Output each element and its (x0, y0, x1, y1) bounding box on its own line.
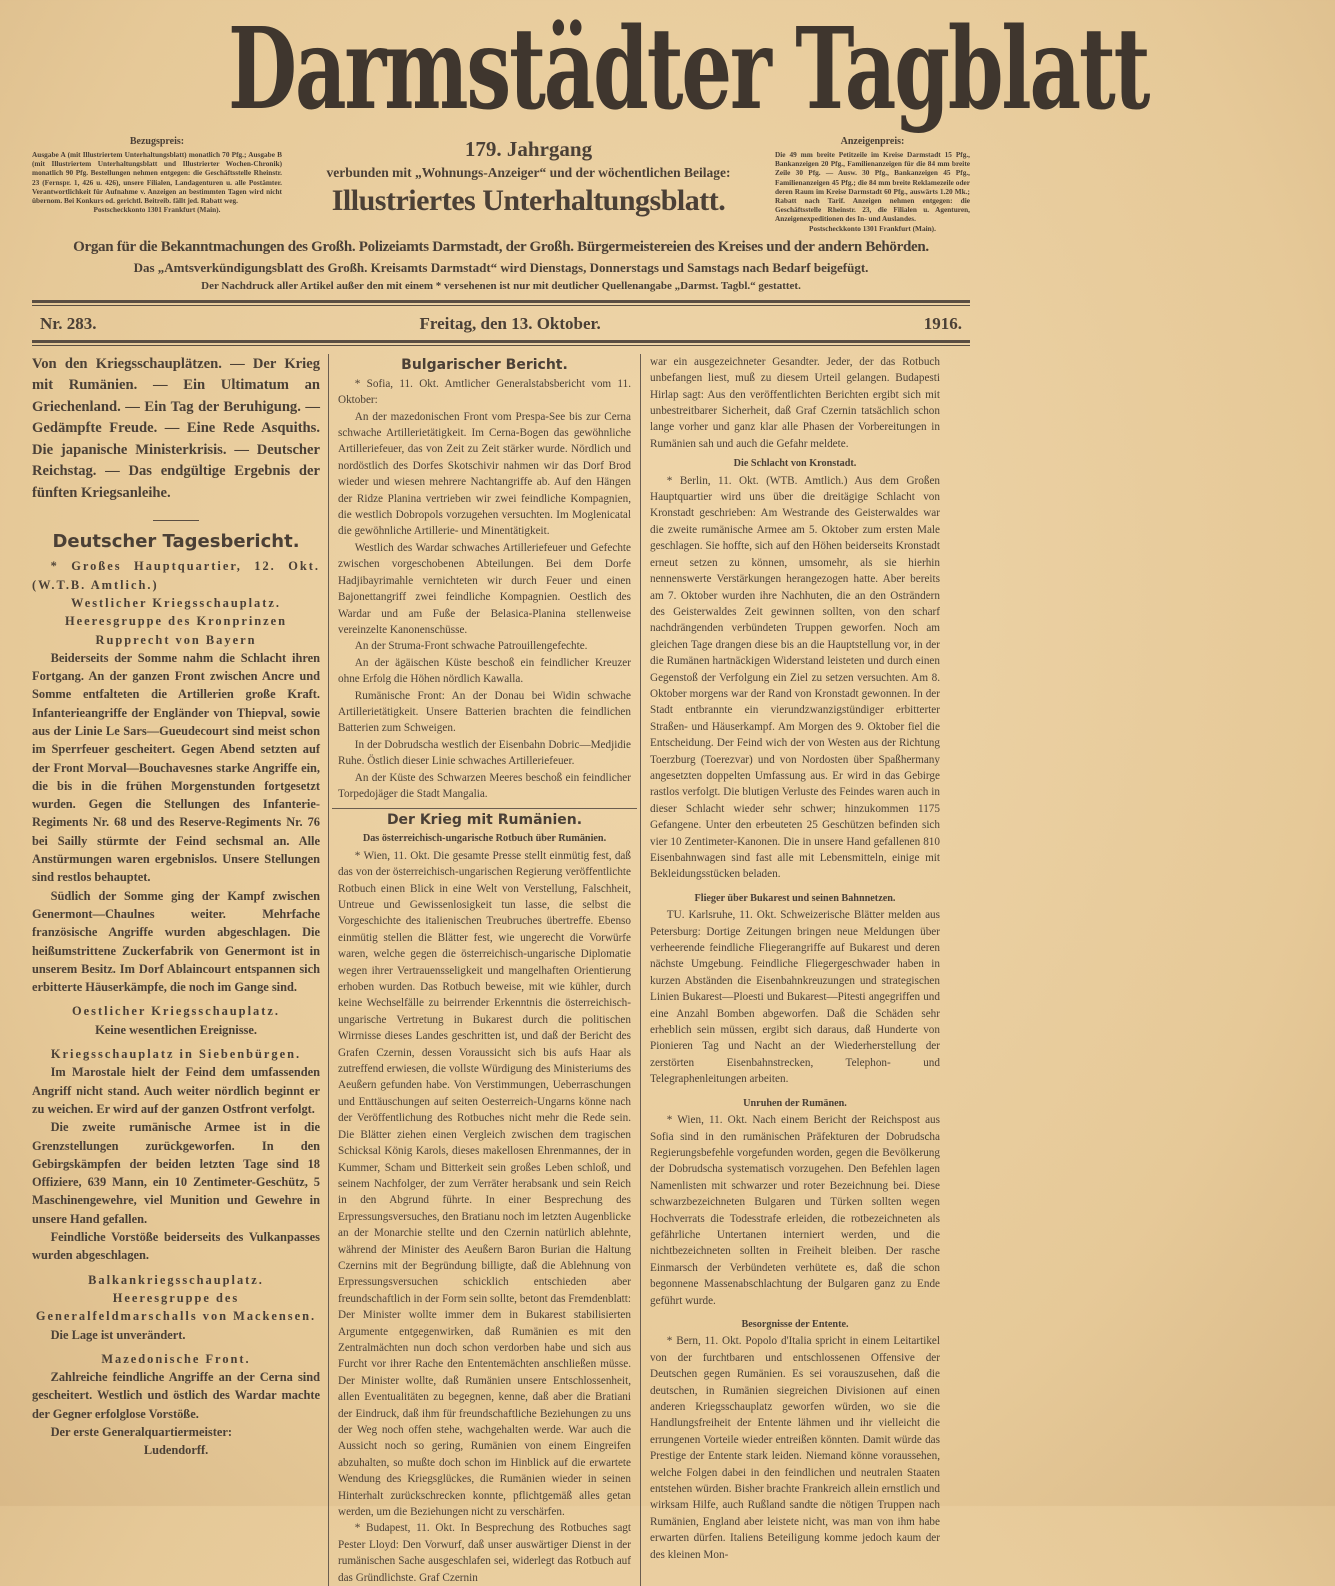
signature: Der erste Generalquartiermeister: (50, 1424, 233, 1439)
issue-number: Nr. 283. (40, 313, 97, 333)
article-heading: Deutscher Tagesbericht. (52, 531, 300, 553)
paragraph: Zahlreiche feindliche Angriffe an der Cerna sind gescheitert. Westlich und östlich des Wardar machte der Gegner erfolglose Vorstöße. (32, 1370, 320, 1421)
advertising-price-footer: Postscheckkonto 1301 Frankfurt (Main). (809, 223, 936, 233)
reprint-notice: Der Nachdruck aller Artikel außer den mit einem * versehenen ist nur mit deutlicher Quellenangabe „Darmst. Tagbl.“ gestattet. (201, 279, 801, 292)
newspaper-masthead: Darmstädter Tagblatt (228, 4, 1149, 135)
official-gazette-line: Das „Amtsverkündigungsblatt des Großh. Kreisamts Darmstadt“ wird Dienstags, Donnerstags und Samstags nach Bedarf beigefügt. (133, 259, 869, 275)
paragraph: Westlich des Wardar schwaches Artilleriefeuer und Gefechte zwischen vorgeschobenen Abteilungen. Bei dem Dorfe Hadjibayrimahle vernichteten wir durch Feuer und einen Bajonettangriff zwei feindliche Kompagnien. Oestlich des Wardar und am Fuße der Belasica-Planina stellenweise vereinzelte Kanonenschüsse. (338, 541, 631, 636)
section-heading: Kriegsschauplatz in Siebenbürgen. (50, 1047, 302, 1062)
paragraph: In der Dobrudscha westlich der Eisenbahn Dobric—Medjidie Ruhe. Östlich dieser Linie schwaches Artilleriefeuer. (338, 738, 631, 768)
header-center (292, 136, 765, 219)
article-heading: Der Krieg mit Rumänien. (386, 812, 583, 829)
article-subheading: Die Schlacht von Kronstadt. (733, 458, 857, 470)
dateline: * Großes Hauptquartier, 12. Okt. (W.T.B. Amtlich.) (32, 559, 320, 592)
paragraph: * Bern, 11. Okt. Popolo d'Italia spricht in einem Leitartikel von der furchtbaren und entschlossenen Offensive der Deutschen gegen Rumänien. Es sei vorauszusehen, daß die deutschen, in Rumänien siegreichen Divisionen auf einen anderen Kriegsschauplatz geworfen würden, wo sie die Handlungsfreiheit der Entente lähmen und ihr vielleicht die errungenen Vorteile wieder entreißen könnten. Damit würde das Prestige der Entente stark leiden. Niemand könne voraussehen, welche Folgen dabei in den feindlichen und neutralen Staaten entstehen würden. Bisher brachte Frankreich allein ernstlich und wirksam Hilfe, auch Rußland sandte die nötigen Truppen nach Rumänien, England aber leistete nicht, was man von ihm habe erwarten dürfen. Italiens Beteiligung komme jedoch kaum der des kleinen Mon- (650, 1335, 940, 1561)
paragraph: * Budapest, 11. Okt. In Besprechung des Rotbuches sagt Pester Lloyd: Den Vorwurf, daß unser auswärtiger Dienst in der rumänischen Sache ausgeschlafen sei, widerlegt das Rotbuch auf das Gründlichste. Graf Czernin (338, 1522, 631, 1584)
column-left (32, 354, 328, 1460)
volume-number: 179. Jahrgang (464, 137, 593, 161)
paragraph: Keine wesentlichen Ereignisse. (95, 1022, 257, 1037)
section-heading: Westlicher Kriegsschauplatz. (71, 595, 281, 610)
paragraph: * Wien, 11. Okt. Nach einem Bericht der Reichspost aus Sofia sind in den rumänischen Präfekturen der Dobrudscha Regierungsbefehle vorgefunden worden, gegen die Bevölkerung der Dobrudscha systematisch vorzugehen. Den Befehlen lagen Namenlisten mit schwarzer und roter Bezeichnung bei. Diese schwarzbezeichneten Bulgaren und Türken sollten wegen Hochverrats die Todesstrafe erleiden, die rotbezeichneten als gefährliche Untertanen interniert werden, und die nichtbezeichneten sollten in Freiheit bleiben. Der rasche Einmarsch der Verbündeten verhütete es, daß die schon begonnene Massenabschlachtung der Bulgaren ganz zu Ende geführt wurde. (650, 1114, 940, 1307)
paragraph: An der ägäischen Küste beschoß ein feindlicher Kreuzer ohne Erfolg die Höhen nördlich Kawalla. (338, 656, 631, 686)
section-heading: Balkankriegsschauplatz. (88, 1272, 264, 1287)
paragraph: TU. Karlsruhe, 11. Okt. Schweizerische Blätter melden aus Petersburg: Dortige Zeitungen bringen neue Meldungen über verheerende feindliche Fliegerangriffe auf Bukarest und deren nächste Umgebung. Feindliche Fliegergeschwader haben in kurzen Abständen die Eisenbahnkreuzungen und strategischen Linien Bukarest—Ploesti und Bukarest—Pitesti angegriffen und eine Anzahl Bomben abgeworfen. Daß die Schäden sehr erheblich sein müssen, ergibt sich daraus, daß Hunderte von Pionieren Tag und Nacht an der Wiederherstellung der zerstörten Eisenbahnstrecken, Telephon- und Telegraphenleitungen arbeiten. (650, 909, 940, 1086)
paragraph: Die Lage ist unverändert. (50, 1327, 186, 1342)
advertising-price-text: Die 49 mm breite Petitzeile im Kreise Darmstadt 15 Pfg., Bankanzeigen 20 Pfg., Familienanzeigen für die 84 mm breite Zeile 30 Pfg. — Ausw. 30 Pfg., Bankanzeigen 45 Pfg., Familienanzeigen 45 Pfg.; die 84 mm breite Reklamezeile oder deren Raum im Kreise Darmstadt 60 Pfg., auswärts 1.20 Mk.; Rabatt nach Tarif. Anzeigen nehmen entgegen: die Geschäftsstelle Rheinstr. 23, die Filialen u. Agenturen, Anzeigenexpeditionen des In- und Auslandes. (775, 150, 970, 224)
article-subheading: Unruhen der Rumänen. (743, 1097, 847, 1109)
paragraph: Südlich der Somme ging der Kampf zwischen Genermont—Chaulnes weiter. Mehrfache französische Angriffe wurden abgeschlagen. Die heißumstrittene Zuckerfabrik von Genermont ist in unserem Besitz. Im Dorf Ablaincourt entspannen sich erbitterte Häuserkämpfe, die noch im Gange sind. (32, 888, 320, 995)
paragraph: Beiderseits der Somme nahm die Schlacht ihren Fortgang. An der ganzen Front zwischen Ancre und Somme entfalteten die Artillerien große Kraft. Infanterieangriffe der Engländer von Thiepval, sowie aus der Linie Le Sars—Gueudecourt sind meist schon im Sperrfeuer gescheitert. Gegen Abend setzten auf der Front Morval—Bouchavesnes starke Angriffe ein, die bis in die frühen Morgenstunden fortgesetzt wurden. Gegen die Stellungen des Infanterie-Regiments Nr. 68 und des Reserve-Regiments Nr. 76 bei Sailly stürmte der Feind sechsmal an. Alle Anstürmungen waren ergebnislos. Unsere Stellungen sind restlos behauptet. (32, 650, 320, 885)
paragraph: Im Marostale hielt der Feind dem umfassenden Angriff nicht stand. Auch weiter nördlich beginnt er zu weichen. Er wird auf der ganzen Ostfront verfolgt. (32, 1065, 320, 1116)
contents-summary: Von den Kriegsschauplätzen. — Der Krieg mit Rumänien. — Ein Ultimatum an Griechenland. — Ein Tag der Beruhigung. — Gedämpfte Freude. — Eine Rede Asquiths. Die japanische Ministerkrisis. — Deutscher Reichstag. — Das endgültige Ergebnis der fünften Kriegsanleihe. (32, 355, 320, 501)
section-heading: Oestlicher Kriegsschauplatz. (72, 1004, 280, 1019)
supplement-title: Illustriertes Unterhaltungsblatt. (331, 184, 726, 217)
divider (32, 340, 970, 346)
paragraph: Die zweite rumänische Armee ist in die Grenzstellungen zurückgeworfen. In den Gebirgskämpfen der beiden letzten Tage sind 18 Offiziere, 639 Mann, ein 10 Zentimeter-Geschütz, 5 Maschinengewehre, viel Munition und Gewehre in unsere Hand gefallen. (32, 1120, 320, 1226)
paragraph: war ein ausgezeichneter Gesandter. Jeder, der das Rotbuch unbefangen liest, muß zu diesem Urteil gelangen. Budapesti Hirlap sagt: Aus den veröffentlichten Berichten ergibt sich mit unbestreitbarer Sicherheit, daß Graf Czernin tatsächlich schon lange vorher und ganz klar alle Phasen der Vorbereitungen in Rumänien sah und auch die Gefahr meldete. (650, 355, 940, 450)
advertising-price-box (775, 136, 970, 233)
paragraph: An der mazedonischen Front vom Prespa-See bis zur Cerna schwache Artillerietätigkeit. Im Cerna-Bogen das gewöhnliche Artilleriefeuer, das von Zeit zu Zeit stärker wurde. Nördlich und nordöstlich des Dorfes Skotschivir nahmen wir das Dorf Brod wieder und wiesen mehrere Nachtangriffe ab. Auf den Hängen der Ridze Planina vertrieben wir zwei feindliche Kompagnien, die westlich Dobropols vorzugehen versuchten. Im Moglenicatal die gewöhnliche Artillerie- und Minentätigkeit. (338, 410, 631, 538)
article-heading: Bulgarischer Bericht. (401, 356, 568, 373)
divider (153, 520, 199, 521)
section-heading: Mazedonische Front. (101, 1351, 251, 1366)
header-row (32, 136, 970, 233)
subscription-price-title: Bezugspreis: (129, 136, 185, 147)
column-middle (328, 354, 641, 1586)
supplement-note: verbunden mit „Wohnungs-Anzeiger“ und der wöchentlichen Beilage: (326, 165, 731, 180)
subscription-price-footer: Postscheckkonto 1301 Frankfurt (Main). (93, 205, 221, 215)
paragraph: Feindliche Vorstöße beiderseits des Vulkanpasses wurden abgeschlagen. (32, 1230, 320, 1263)
column-right (641, 354, 940, 1563)
paragraph: An der Küste des Schwarzen Meeres beschoß ein feindlicher Torpedojäger die Stadt Mangalia. (338, 771, 631, 800)
subscription-price-box (32, 136, 282, 214)
paragraph: An der Struma-Front schwache Patrouillengefechte. (354, 640, 588, 653)
masthead-area (41, 4, 1149, 135)
section-heading: Heeresgruppe des Generalfeldmarschalls von Mackensen. (35, 1290, 317, 1324)
paragraph: * Sofia, 11. Okt. Amtlicher Generalstabsbericht vom 11. Oktober: (338, 377, 631, 407)
columns (32, 354, 970, 1586)
article-subheading: Besorgnisse der Entente. (741, 1318, 849, 1330)
paragraph: * Berlin, 11. Okt. (WTB. Amtlich.) Aus dem Großen Hauptquartier wird uns über die dreitägige Schlacht von Kronstadt geschrieben: Am Westrande des Geisterwaldes war die zweite rumänische Armee am 5. Oktober zum ersten Male geschlagen. Sie hoffte, sich auf den Höhen beiderseits Kronstadt erneut setzen zu können, umsomehr, als sie hierhin nennenswerte Verstärkungen herangezogen hatte. Aber bereits am 7. Oktober wurden ihre Nachhuten, die an den Osträndern des Geisterwaldes Zeit gewinnen sollten, von den scharf nachdrängenden verbündeten Truppen geworfen. Noch am gleichen Tage drangen diese bis an die Hauptstellung vor, in der die Rumänen hartnäckigen Widerstand leisteten und durch einen Gegenstoß der Verfolgung ein Ziel zu setzen versuchten. Am 8. Oktober morgens war der Rand von Kronstadt gewonnen. In der Stadt entbrannte ein vierundzwanzigstündiger erbitterter Straßen- und Häuserkampf. Am Morgen des 9. Oktober fiel die Entscheidung. Der Feind wich der von Westen aus der Richtung Toerzburg (Toerezvar) und von Nordosten über Spaßhermany angesetzten doppelten Umfassung aus. Er wird in das Gebirge rastlos verfolgt. Die blutigen Verluste des Feindes waren auch in dieser Schlacht wieder sehr schwer; hinzukommen 1175 Gefangene. Unter den erbeuteten 25 Geschützen befinden sich vier 10 Zentimeter-Kanonen. Die in unsere Hand gefallenen 810 Eisenbahnwagen sind fast alle mit Lebensmitteln, einige mit Bekleidungsstücken beladen. (650, 474, 940, 881)
signature-name: Ludendorff. (143, 1443, 209, 1458)
issue-line (32, 306, 970, 340)
advertising-price-title: Anzeigenpreis: (840, 136, 905, 147)
issue-date: Freitag, den 13. Oktober. (419, 313, 601, 333)
subscription-price-text: Ausgabe A (mit Illustriertem Unterhaltungsblatt) monatlich 70 Pfg.; Ausgabe B (mit Illustriertem Unterhaltungsblatt und Illustrierter Wochen-Chronik) monatlich 90 Pfg. Bestellungen nehmen entgegen: die Geschäftsstelle Rheinstr. 23 (Fernspr. 1, 426 u. 426), unsere Filialen, Landagenturen u. alle Postämter. Verantwortlichkeit für Aufnahme v. Anzeigen an bestimmten Tagen wird nicht übernom. Bei Konkurs od. gerichtl. Beitreib. fällt jed. Rabatt weg. (32, 150, 282, 206)
article-subheading: Flieger über Bukarest und seinen Bahnnetzen. (694, 892, 896, 904)
article-subheading: Das österreichisch-ungarische Rotbuch über Rumänien. (362, 833, 607, 845)
paragraph: Rumänische Front: An der Donau bei Widin schwache Artillerietätigkeit. Unsere Batterien brachten die feindlichen Batterien zum Schweigen. (338, 689, 631, 735)
paragraph: * Wien, 11. Okt. Die gesamte Presse stellt einmütig fest, daß das von der österreichisch-ungarischen Regierung veröffentlichte Rotbuch einen Blick in eine Welt von Verstellung, Falschheit, Untreue und Gewissenlosigkeit tun lasse, die selbst die Vorgeschichte des italienischen Treubruches übertreffe. Ebenso einmütig stellen die Blätter fest, wie ungerecht die Vorwürfe waren, welche gegen die österreichisch-ungarische Diplomatie wegen ihrer Vertrauensseligkeit und mangelhaften Orientierung erhoben wurden. Das Rotbuch beweise, mit wie kühler, durch keine Wechselfälle zu beirrender Erkenntnis die österreichisch-ungarische Vertretung in Bukarest durch die politischen Wirrnisse dieses Landes geschritten ist, und daß der Bericht des Grafen Czernin, dessen Voraussicht sich bis aufs Haar als zutreffend erwiesen, die vollste Würdigung des Ministeriums des Aeußern gefunden habe. Von Verstimmungen, Ueberraschungen und Enttäuschungen auf seiten Oesterreich-Ungarns könne nach der Veröffentlichung des Rotbuches nicht mehr die Rede sein. Die Blätter ziehen einen Vergleich zwischen dem tragischen Schicksal König Karols, dieses makellosen Ehrenmannes, der in Kummer, Scham und Bitterkeit sein großes Leben schloß, und seinem Nachfolger, der zum Verräter herabsank und sein Reich in den Abgrund führte. In einer Besprechung des Erpressungsversuches, den Bratianu noch im letzten Augenblicke an der Monarchie stellte und den Czernin natürlich ablehnte, während der Minister des Aeußern Baron Burian die Haltung Czernins mit der Begründung billigte, daß die Ablehnung von Erpressungsversuchen schicklich entschieden aber freundschaftlich in der Form sein sollte, betont das Fremdenblatt: Der Minister wollte immer dem in Bukarest stabilisierten Argumente entgegenwirken, daß Rumänien es mit den Zentralmächten nun doch schon verdorben habe und sich aus Furcht vor ihrer Rache den Ententemächten anschließen müsse. Der Minister wollte, daß Rumänien unsere Entschlossenheit, allen Eventualitäten zu begegnen, kenne, daß aber die Bratiani der Eindruck, daß ihm für freundschaftliche Beziehungen zu uns der Weg noch offen stehe, wachgehalten werde. War auch die Aussicht noch so gering, Rumänien von einem Eingreifen abzuhalten, so mußte doch schon im Hinblick auf die erwartete Wendung des Kriegsglückes, die Rumänien wieder in seinen Hinterhalt zurückschrecken konnte, pflichtgemäß alles getan werden, um die Beziehungen nicht zu verschärfen. (338, 849, 631, 1519)
organ-line: Organ für die Bekanntmachungen des Großh. Polizeiamts Darmstadt, der Großh. Bürgermeistereien des Kreises und der andern Behörden. (73, 238, 929, 255)
section-heading: Heeresgruppe des Kronprinzen Rupprecht von Bayern (64, 614, 288, 647)
issue-year: 1916. (923, 313, 962, 333)
